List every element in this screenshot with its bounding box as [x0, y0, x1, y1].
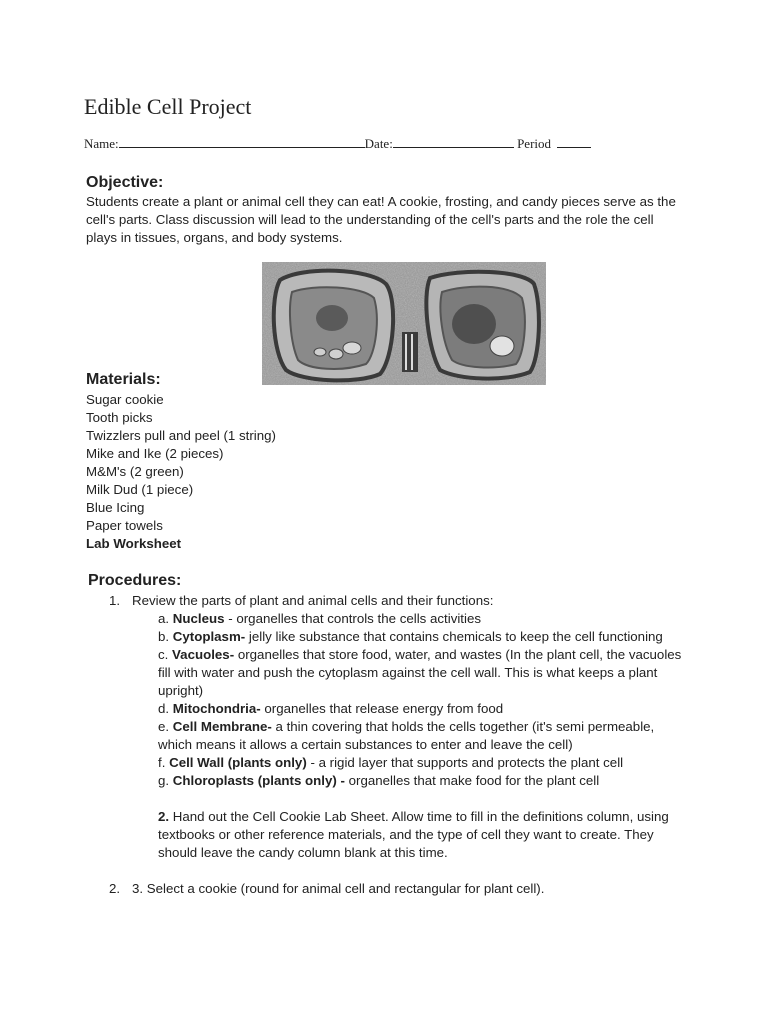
list-item: Tooth picks	[86, 410, 153, 425]
cell-part-item	[158, 700, 686, 718]
materials-heading: Materials:	[86, 371, 161, 388]
list-item: Blue Icing	[86, 500, 145, 515]
cell-cookie-photo	[262, 262, 546, 385]
part-term: Mitochondria-	[172, 701, 261, 716]
part-letter: f.	[158, 755, 170, 770]
part-description: - organelles that controls the cells activities	[224, 611, 481, 626]
step-text: Review the parts of plant and animal cells and their functions:	[132, 593, 494, 608]
list-item: Milk Dud (1 piece)	[86, 482, 194, 497]
part-description: organelles that release energy from food	[260, 701, 504, 716]
cell-part-item	[158, 718, 686, 754]
cell-part-item	[158, 754, 686, 772]
period-label: Period	[517, 136, 552, 151]
procedure-step-1	[106, 592, 686, 862]
part-letter: a.	[158, 611, 173, 626]
part-description: jelly like substance that contains chemicals to keep the cell functioning	[245, 629, 663, 644]
cell-part-item	[158, 628, 686, 646]
procedures-list	[106, 592, 686, 898]
procedure-step-2	[158, 808, 686, 862]
list-item: Sugar cookie	[86, 392, 164, 407]
part-letter: b.	[158, 629, 173, 644]
part-description: organelles that store food, water, and wastes (In the plant cell, the vacuoles fill with water and push the cytoplasm against the cell wall. This is what keeps a plant upright)	[158, 647, 682, 698]
part-term: Cell Wall (plants only)	[169, 755, 307, 770]
list-item: Paper towels	[86, 518, 163, 533]
materials-list	[86, 391, 276, 553]
part-term: Chloroplasts (plants only) -	[172, 773, 345, 788]
list-item: M&M's (2 green)	[86, 464, 184, 479]
part-letter: e.	[158, 719, 173, 734]
part-term: Vacuoles-	[172, 647, 235, 662]
name-blank	[119, 135, 365, 148]
cell-part-item	[158, 772, 686, 790]
part-term: Cytoplasm-	[172, 629, 246, 644]
part-description: organelles that make food for the plant cell	[344, 773, 600, 788]
part-description: - a rigid layer that supports and protects the plant cell	[306, 755, 624, 770]
part-letter: d.	[158, 701, 173, 716]
page-title: Edible Cell Project	[84, 94, 252, 119]
part-letter: g.	[158, 773, 173, 788]
objective-heading: Objective:	[86, 174, 164, 191]
period-blank	[557, 135, 591, 148]
spacer	[158, 790, 686, 808]
date-blank	[393, 135, 514, 148]
header-fields	[84, 135, 591, 152]
list-item: Lab Worksheet	[86, 536, 182, 551]
step-number: 1.	[109, 593, 121, 608]
name-label: Name:	[84, 136, 119, 151]
part-letter: c.	[158, 647, 173, 662]
date-label: Date:	[364, 136, 393, 151]
cell-part-item	[158, 610, 686, 628]
list-item: Mike and Ike (2 pieces)	[86, 446, 224, 461]
cell-parts-list	[132, 610, 686, 862]
objective-text: Students create a plant or animal cell they can eat! A cookie, frosting, and candy pieces serve as the cell's parts. Class discussion will lead to the understanding of the cell's parts and the role the cell plays in tissues, organs, and body systems.	[86, 194, 676, 245]
cell-part-item	[158, 646, 686, 700]
step-text: Hand out the Cell Cookie Lab Sheet. Allow time to fill in the definitions column, using textbooks or other reference materials, and the type of cell they want to create. They should leave the candy column blank at this time.	[158, 809, 669, 860]
step-number: 2.	[158, 809, 170, 824]
procedure-step-3	[106, 880, 686, 898]
list-item: Twizzlers pull and peel (1 string)	[86, 428, 276, 443]
part-description: a thin covering that holds the cells together (it's semi permeable, which means it allows a certain substances to enter and leave the cell)	[158, 719, 655, 752]
part-term: Nucleus	[172, 611, 225, 626]
step-number: 2.	[109, 881, 121, 896]
procedures-heading: Procedures:	[88, 572, 182, 589]
part-term: Cell Membrane-	[172, 719, 272, 734]
spacer	[106, 862, 686, 880]
step-text: 3. Select a cookie (round for animal cell and rectangular for plant cell).	[132, 881, 545, 896]
